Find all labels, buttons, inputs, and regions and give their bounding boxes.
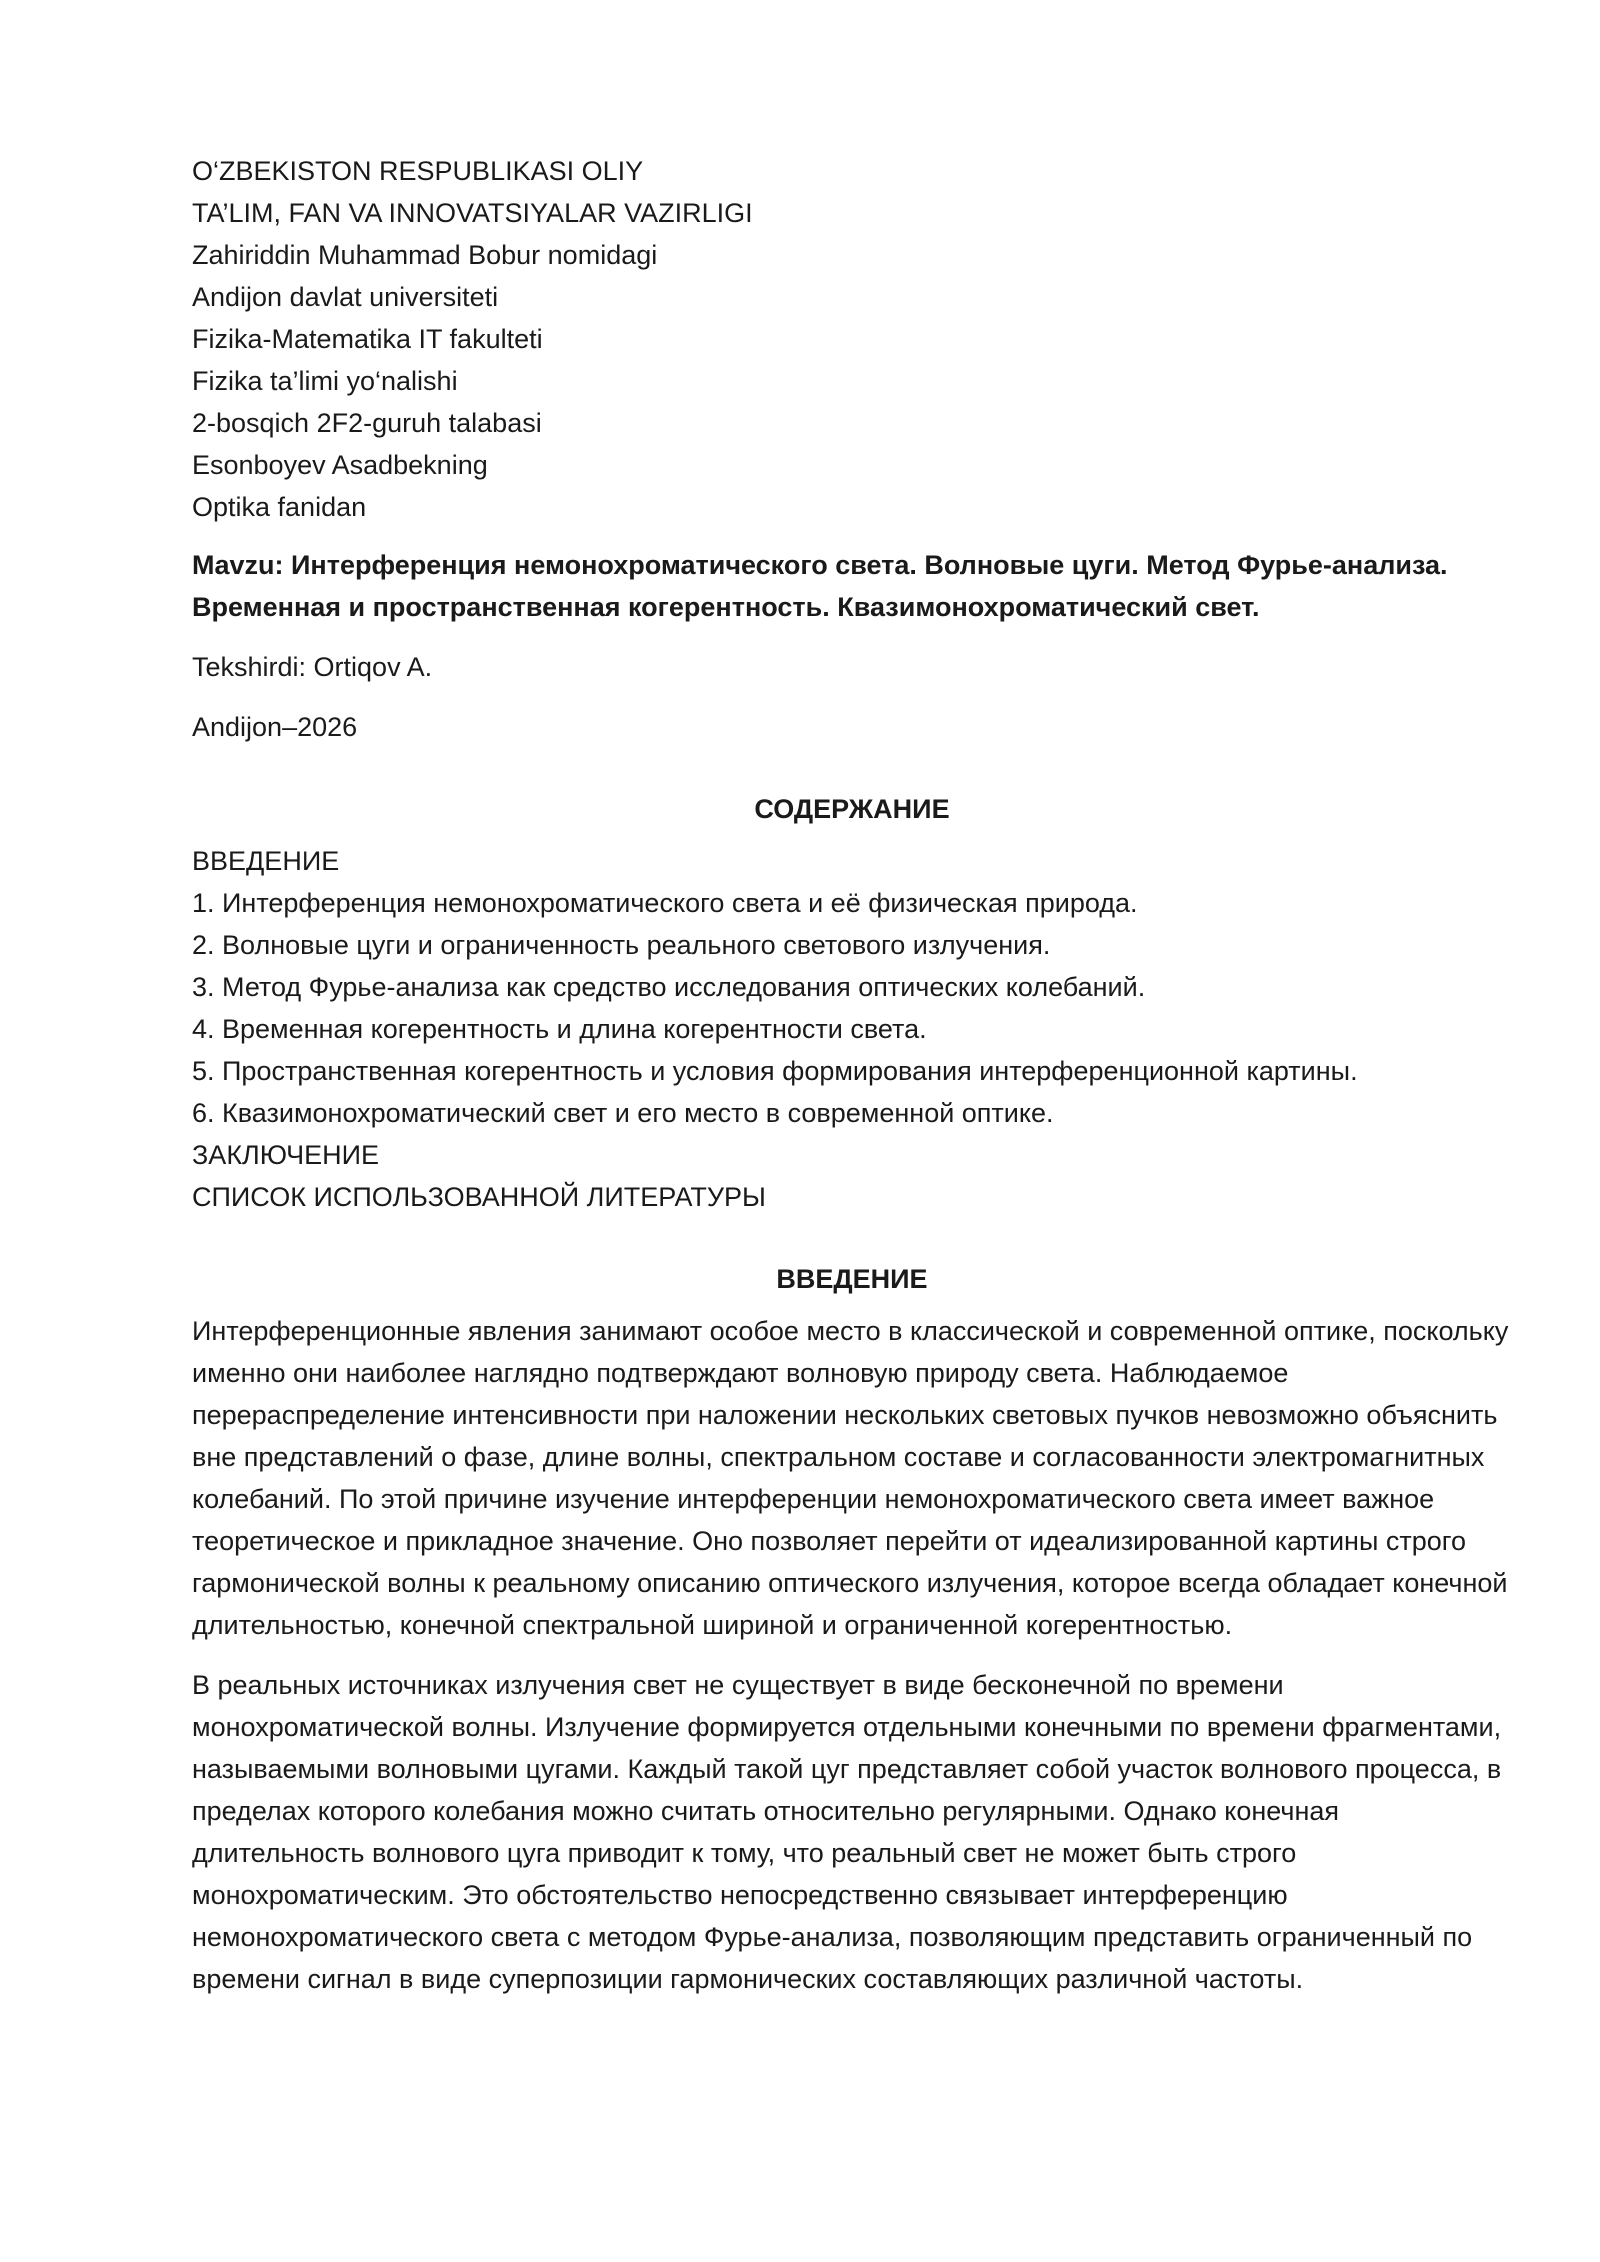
introduction-paragraph: В реальных источниках излучения свет не существует в виде бесконечной по времени монохроматической волны. Излучение формируется отдельными конечными по времени фрагментами, называемыми волновыми цугами. Каждый такой цуг представляет собой участок волнового процесса, в пределах которого колебания можно считать относительно регулярными. Однако конечная длительность волнового цуга приводит к тому, что реальный свет не может быть строго монохроматическим. Это обстоятельство непосредственно связывает интерференцию немонохроматического света с методом Фурье-анализа, позволяющим представить ограниченный по времени сигнал в виде суперпозиции гармонических составляющих различной частоты. (192, 1670, 1502, 1994)
header-line: 2-bosqich 2F2-guruh talabasi (192, 408, 542, 438)
toc-item: ЗАКЛЮЧЕНИЕ (192, 1140, 380, 1170)
toc-item: СПИСОК ИСПОЛЬЗОВАННОЙ ЛИТЕРАТУРЫ (192, 1182, 766, 1212)
header-line: Andijon davlat universiteti (192, 282, 499, 312)
toc-item: ВВЕДЕНИЕ (192, 846, 340, 876)
city-year: Andijon–2026 (192, 712, 358, 742)
toc-item: 2. Волновые цуги и ограниченность реального светового излучения. (192, 930, 1051, 960)
header-line: Optika fanidan (192, 492, 367, 522)
topic-heading: Mavzu: Интерференция немонохроматического света. Волновые цуги. Метод Фурье-анализа. Временная и пространственная когерентность. Квазимонохроматический свет. (192, 550, 1448, 622)
toc-item: 6. Квазимонохроматический свет и его место в современной оптике. (192, 1098, 1054, 1128)
header-line: O‘ZBEKISTON RESPUBLIKASI OLIY (192, 156, 644, 186)
checked-by: Tekshirdi: Ortiqov A. (192, 652, 433, 682)
header-line: Fizika ta’limi yo‘nalishi (192, 366, 458, 396)
title-page-header (192, 150, 1512, 528)
toc-item: 3. Метод Фурье-анализа как средство исследования оптических колебаний. (192, 972, 1146, 1002)
document-page (192, 150, 1512, 2018)
header-line: TA’LIM, FAN VA INNOVATSIYALAR VAZIRLIGI (192, 198, 753, 228)
table-of-contents (192, 840, 1512, 1218)
toc-item: 5. Пространственная когерентность и условия формирования интерференционной картины. (192, 1056, 1358, 1086)
header-line: Esonboyev Asadbekning (192, 450, 488, 480)
toc-item: 1. Интерференция немонохроматического света и её физическая природа. (192, 888, 1138, 918)
toc-title: СОДЕРЖАНИЕ (754, 794, 950, 824)
introduction-paragraph: Интерференционные явления занимают особое место в классической и современной оптике, поскольку именно они наиболее наглядно подтверждают волновую природу света. Наблюдаемое перераспределение интенсивности при наложении нескольких световых пучков невозможно объяснить вне представлений о фазе, длине волны, спектральном составе и согласованности электромагнитных колебаний. По этой причине изучение интерференции немонохроматического света имеет важное теоретическое и прикладное значение. Оно позволяет перейти от идеализированной картины строго гармонической волны к реальному описанию оптического излучения, которое всегда обладает конечной длительностью, конечной спектральной шириной и ограниченной когерентностью. (192, 1316, 1509, 1640)
introduction-title: ВВЕДЕНИЕ (776, 1264, 928, 1294)
header-line: Zahiriddin Muhammad Bobur nomidagi (192, 240, 658, 270)
toc-item: 4. Временная когерентность и длина когерентности света. (192, 1014, 927, 1044)
header-line: Fizika-Matematika IT fakulteti (192, 324, 543, 354)
